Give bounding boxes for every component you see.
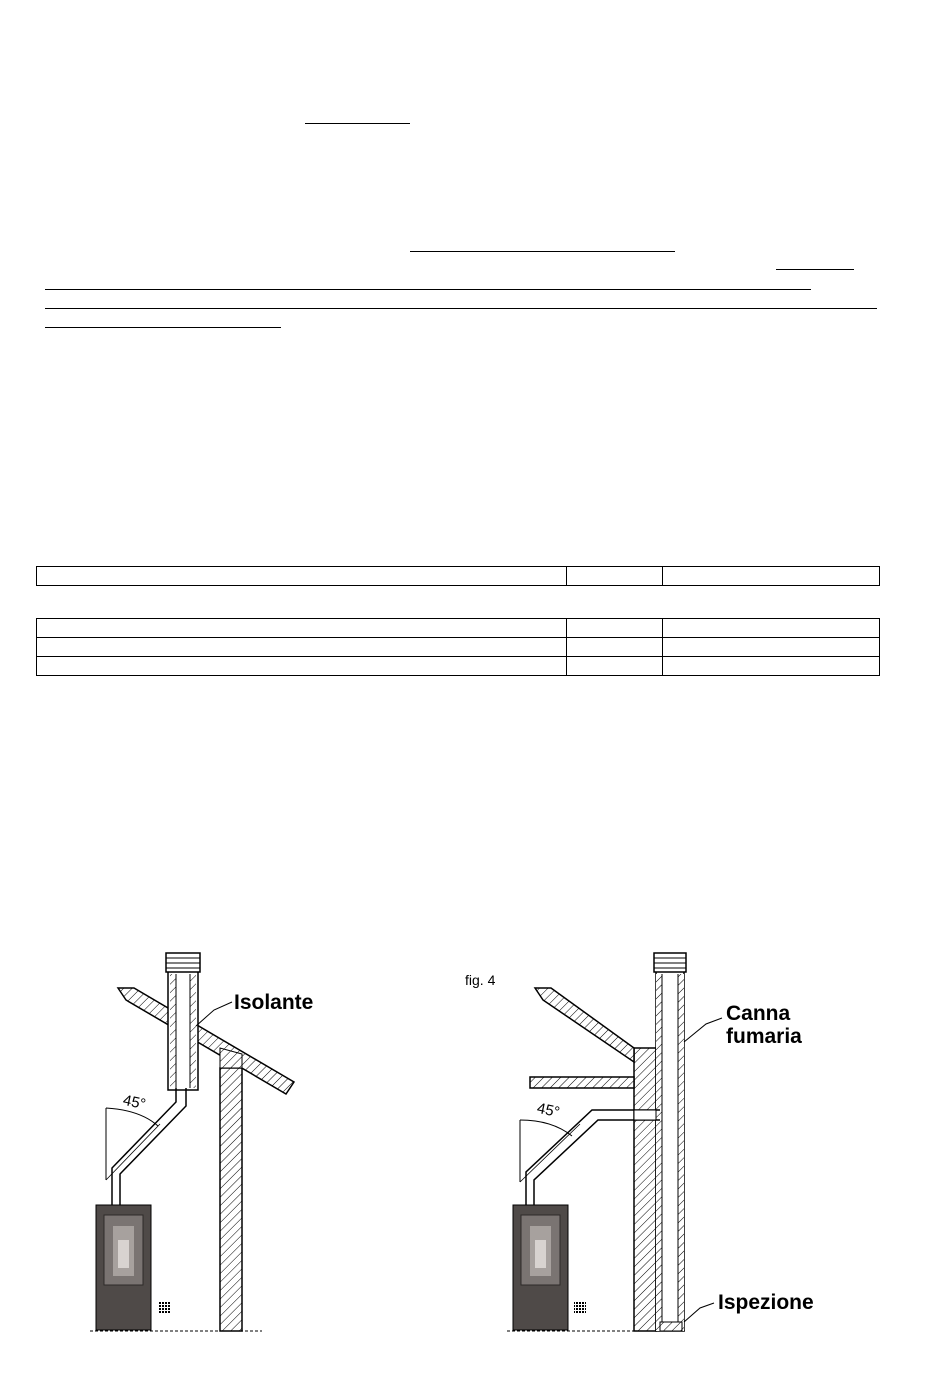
right-installation (507, 953, 722, 1331)
flue-label-line2: fumaria (726, 1025, 802, 1048)
angle-label-left: 45° (121, 1091, 148, 1114)
angle-label-right: 45° (535, 1099, 562, 1122)
wall-left (220, 1068, 242, 1331)
insulation-label: Isolante (234, 991, 314, 1014)
roof-right (535, 988, 634, 1062)
wall-right (634, 1048, 656, 1331)
ceiling-slab (530, 1077, 634, 1088)
flue-label (726, 1002, 802, 1048)
figure-caption: fig. 4 (465, 972, 496, 988)
vent-grille-right (574, 1302, 586, 1314)
vent-grille-left (159, 1302, 171, 1314)
inspection-label: Ispezione (718, 1291, 814, 1314)
inspection-hatch (660, 1322, 682, 1331)
flue-label-line1: Canna (726, 1002, 791, 1025)
